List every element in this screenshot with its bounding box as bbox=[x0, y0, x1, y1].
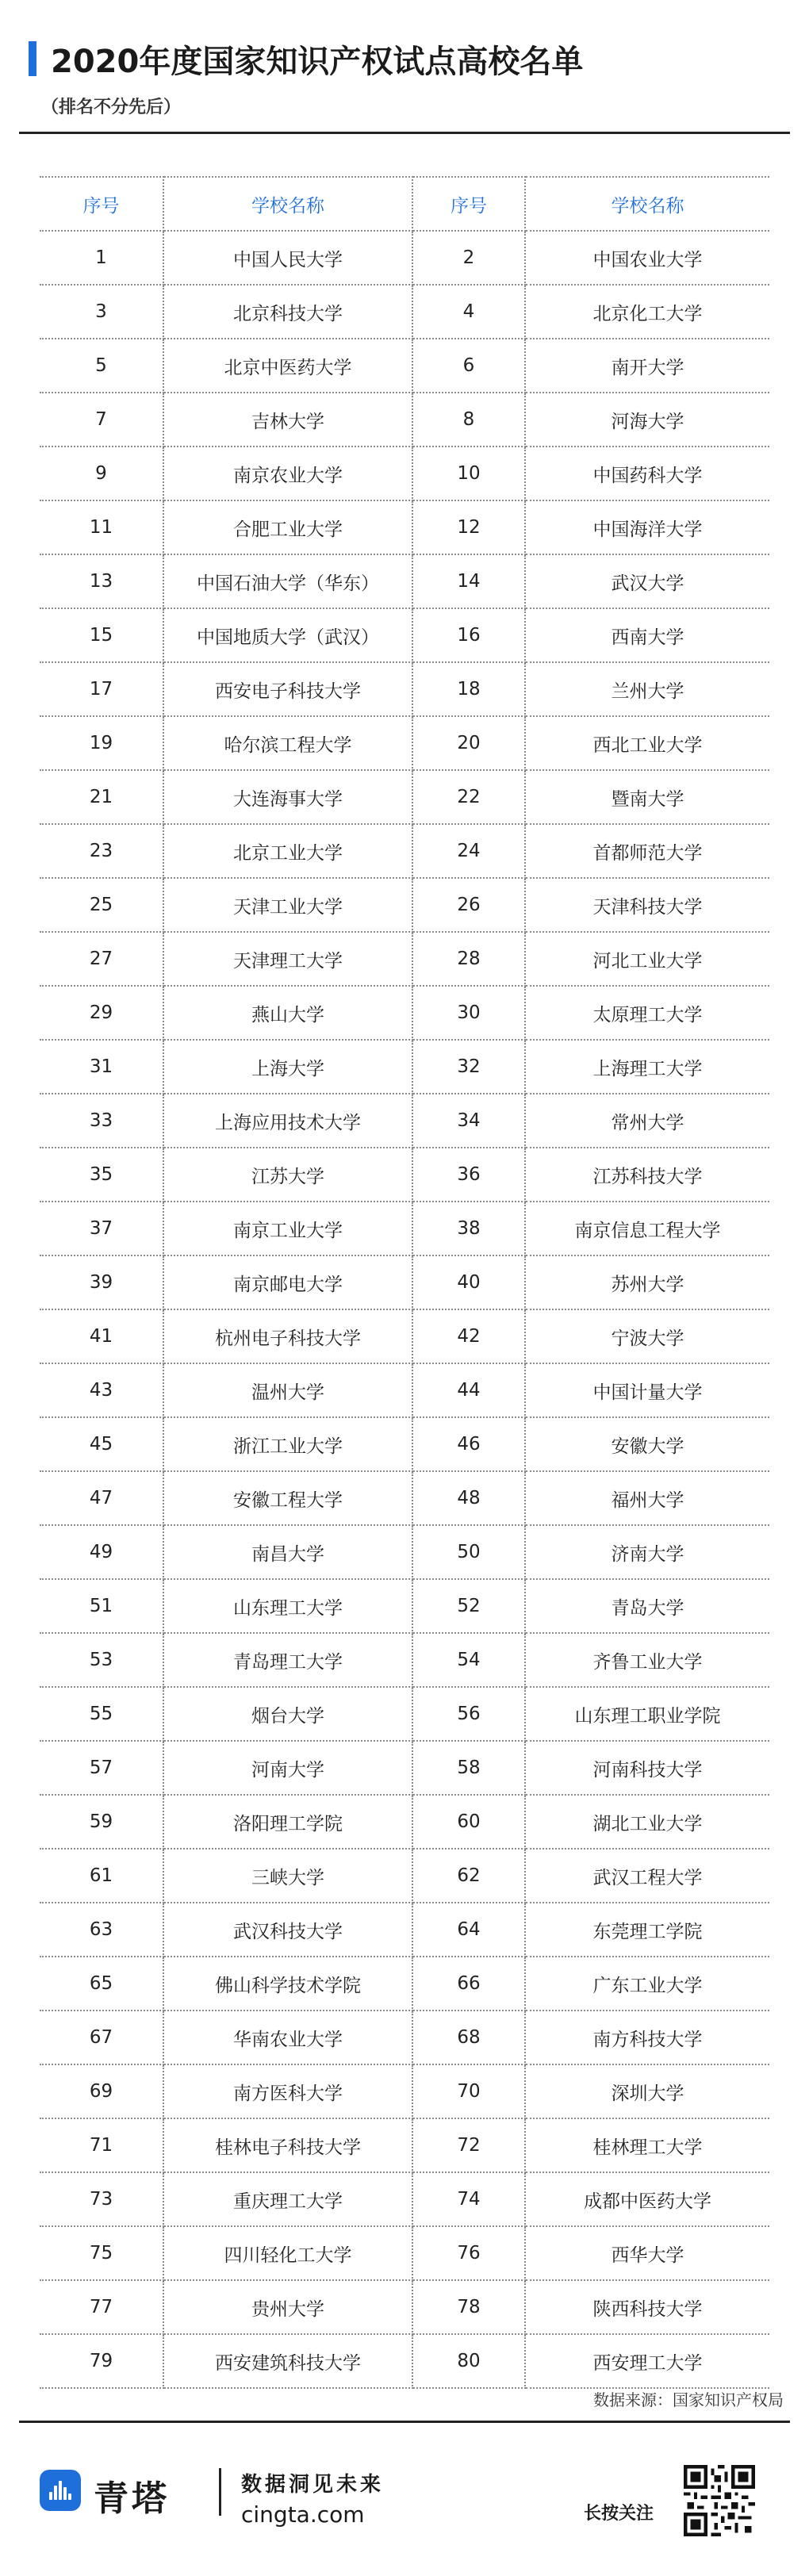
row-index-left: 73 bbox=[40, 2172, 163, 2226]
row-school-name-right: 河海大学 bbox=[525, 393, 769, 447]
row-index-right: 18 bbox=[412, 662, 525, 716]
row-school-name-right: 西安理工大学 bbox=[525, 2334, 769, 2388]
table-row bbox=[40, 1849, 769, 1903]
row-school-name-left: 贵州大学 bbox=[163, 2280, 412, 2334]
school-list-table-wrap bbox=[40, 176, 769, 2389]
row-index-right: 48 bbox=[412, 1471, 525, 1525]
row-school-name-left: 三峡大学 bbox=[163, 1849, 412, 1903]
footer-divider bbox=[19, 2421, 790, 2423]
row-school-name-right: 天津科技大学 bbox=[525, 878, 769, 932]
row-school-name-right: 济南大学 bbox=[525, 1525, 769, 1579]
row-school-name-left: 浙江工业大学 bbox=[163, 1417, 412, 1471]
row-index-right: 44 bbox=[412, 1363, 525, 1417]
table-row bbox=[40, 500, 769, 554]
row-index-left: 15 bbox=[40, 608, 163, 662]
row-school-name-left: 洛阳理工学院 bbox=[163, 1795, 412, 1849]
table-row bbox=[40, 2064, 769, 2118]
table-row bbox=[40, 1309, 769, 1363]
row-school-name-right: 兰州大学 bbox=[525, 662, 769, 716]
header-school-name-right: 学校名称 bbox=[525, 177, 769, 231]
row-index-right: 8 bbox=[412, 393, 525, 447]
row-school-name-left: 杭州电子科技大学 bbox=[163, 1309, 412, 1363]
row-index-left: 11 bbox=[40, 500, 163, 554]
row-school-name-left: 天津工业大学 bbox=[163, 878, 412, 932]
row-school-name-left: 四川轻化工大学 bbox=[163, 2226, 412, 2280]
brand-name: 青塔 bbox=[94, 2478, 170, 2519]
row-school-name-left: 佛山科学技术学院 bbox=[163, 1957, 412, 2011]
table-row bbox=[40, 1471, 769, 1525]
row-index-right: 76 bbox=[412, 2226, 525, 2280]
row-school-name-left: 青岛理工大学 bbox=[163, 1633, 412, 1687]
row-index-left: 13 bbox=[40, 554, 163, 608]
row-index-left: 43 bbox=[40, 1363, 163, 1417]
row-index-right: 30 bbox=[412, 986, 525, 1040]
row-school-name-right: 武汉大学 bbox=[525, 554, 769, 608]
row-school-name-left: 烟台大学 bbox=[163, 1687, 412, 1741]
row-school-name-right: 中国海洋大学 bbox=[525, 500, 769, 554]
table-header-row bbox=[40, 177, 769, 231]
row-index-right: 34 bbox=[412, 1094, 525, 1148]
table-row bbox=[40, 285, 769, 339]
row-school-name-right: 安徽大学 bbox=[525, 1417, 769, 1471]
row-school-name-right: 宁波大学 bbox=[525, 1309, 769, 1363]
row-school-name-right: 南京信息工程大学 bbox=[525, 1202, 769, 1255]
row-index-left: 53 bbox=[40, 1633, 163, 1687]
row-school-name-right: 陕西科技大学 bbox=[525, 2280, 769, 2334]
row-school-name-right: 深圳大学 bbox=[525, 2064, 769, 2118]
row-school-name-right: 西南大学 bbox=[525, 608, 769, 662]
row-index-left: 29 bbox=[40, 986, 163, 1040]
row-school-name-right: 南方科技大学 bbox=[525, 2011, 769, 2064]
row-school-name-left: 上海大学 bbox=[163, 1040, 412, 1094]
row-school-name-right: 南开大学 bbox=[525, 339, 769, 393]
row-index-left: 51 bbox=[40, 1579, 163, 1633]
school-list-table bbox=[40, 176, 769, 2389]
table-row bbox=[40, 1903, 769, 1957]
row-index-left: 17 bbox=[40, 662, 163, 716]
row-index-left: 59 bbox=[40, 1795, 163, 1849]
table-row bbox=[40, 878, 769, 932]
row-school-name-right: 太原理工大学 bbox=[525, 986, 769, 1040]
table-row bbox=[40, 339, 769, 393]
row-index-left: 27 bbox=[40, 932, 163, 986]
row-school-name-right: 武汉工程大学 bbox=[525, 1849, 769, 1903]
page-header bbox=[0, 0, 809, 143]
row-index-left: 75 bbox=[40, 2226, 163, 2280]
row-index-right: 10 bbox=[412, 447, 525, 500]
row-index-right: 2 bbox=[412, 231, 525, 285]
row-school-name-left: 西安建筑科技大学 bbox=[163, 2334, 412, 2388]
row-index-left: 47 bbox=[40, 1471, 163, 1525]
row-index-left: 35 bbox=[40, 1148, 163, 1202]
row-index-left: 3 bbox=[40, 285, 163, 339]
row-index-left: 39 bbox=[40, 1255, 163, 1309]
brand-divider bbox=[219, 2468, 221, 2516]
row-school-name-right: 西北工业大学 bbox=[525, 716, 769, 770]
row-school-name-left: 南昌大学 bbox=[163, 1525, 412, 1579]
table-row bbox=[40, 1633, 769, 1687]
row-school-name-left: 江苏大学 bbox=[163, 1148, 412, 1202]
row-school-name-left: 北京中医药大学 bbox=[163, 339, 412, 393]
row-school-name-left: 华南农业大学 bbox=[163, 2011, 412, 2064]
table-row bbox=[40, 231, 769, 285]
row-school-name-right: 湖北工业大学 bbox=[525, 1795, 769, 1849]
row-index-right: 58 bbox=[412, 1741, 525, 1795]
table-row bbox=[40, 2172, 769, 2226]
row-index-left: 9 bbox=[40, 447, 163, 500]
table-row bbox=[40, 447, 769, 500]
row-index-left: 55 bbox=[40, 1687, 163, 1741]
row-index-left: 41 bbox=[40, 1309, 163, 1363]
row-school-name-left: 南京邮电大学 bbox=[163, 1255, 412, 1309]
row-school-name-left: 中国人民大学 bbox=[163, 231, 412, 285]
row-school-name-left: 燕山大学 bbox=[163, 986, 412, 1040]
row-index-right: 72 bbox=[412, 2118, 525, 2172]
row-school-name-right: 西华大学 bbox=[525, 2226, 769, 2280]
qr-code-icon[interactable] bbox=[684, 2465, 755, 2536]
table-row bbox=[40, 1417, 769, 1471]
row-index-right: 60 bbox=[412, 1795, 525, 1849]
row-index-right: 74 bbox=[412, 2172, 525, 2226]
brand-slogan: 数据洞见未来 bbox=[241, 2473, 385, 2497]
row-school-name-right: 北京化工大学 bbox=[525, 285, 769, 339]
row-school-name-left: 重庆理工大学 bbox=[163, 2172, 412, 2226]
header-divider bbox=[19, 132, 790, 134]
row-index-left: 79 bbox=[40, 2334, 163, 2388]
row-index-right: 40 bbox=[412, 1255, 525, 1309]
row-index-right: 52 bbox=[412, 1579, 525, 1633]
row-school-name-right: 江苏科技大学 bbox=[525, 1148, 769, 1202]
row-index-left: 63 bbox=[40, 1903, 163, 1957]
table-row bbox=[40, 2334, 769, 2388]
row-school-name-right: 暨南大学 bbox=[525, 770, 769, 824]
row-index-right: 16 bbox=[412, 608, 525, 662]
row-school-name-left: 南京农业大学 bbox=[163, 447, 412, 500]
row-index-left: 37 bbox=[40, 1202, 163, 1255]
row-school-name-right: 桂林理工大学 bbox=[525, 2118, 769, 2172]
row-index-right: 26 bbox=[412, 878, 525, 932]
row-index-left: 61 bbox=[40, 1849, 163, 1903]
table-row bbox=[40, 1525, 769, 1579]
row-school-name-left: 河南大学 bbox=[163, 1741, 412, 1795]
table-row bbox=[40, 716, 769, 770]
table-row bbox=[40, 824, 769, 878]
row-index-left: 45 bbox=[40, 1417, 163, 1471]
row-school-name-left: 上海应用技术大学 bbox=[163, 1094, 412, 1148]
row-school-name-left: 合肥工业大学 bbox=[163, 500, 412, 554]
row-school-name-left: 哈尔滨工程大学 bbox=[163, 716, 412, 770]
row-index-left: 23 bbox=[40, 824, 163, 878]
row-school-name-left: 桂林电子科技大学 bbox=[163, 2118, 412, 2172]
table-row bbox=[40, 770, 769, 824]
table-row bbox=[40, 1202, 769, 1255]
row-school-name-right: 中国计量大学 bbox=[525, 1363, 769, 1417]
row-index-right: 62 bbox=[412, 1849, 525, 1903]
table-row bbox=[40, 393, 769, 447]
row-index-left: 1 bbox=[40, 231, 163, 285]
row-index-right: 20 bbox=[412, 716, 525, 770]
row-school-name-right: 齐鲁工业大学 bbox=[525, 1633, 769, 1687]
data-source-note: 数据来源：国家知识产权局 bbox=[593, 2390, 784, 2409]
row-index-right: 78 bbox=[412, 2280, 525, 2334]
row-school-name-right: 广东工业大学 bbox=[525, 1957, 769, 2011]
cingta-logo-icon bbox=[40, 2470, 81, 2511]
table-row bbox=[40, 2226, 769, 2280]
header-index-right: 序号 bbox=[412, 177, 525, 231]
row-index-right: 36 bbox=[412, 1148, 525, 1202]
page-title: 2020年度国家知识产权试点高校名单 bbox=[51, 44, 584, 80]
row-school-name-left: 安徽工程大学 bbox=[163, 1471, 412, 1525]
table-row bbox=[40, 662, 769, 716]
row-index-left: 21 bbox=[40, 770, 163, 824]
row-index-right: 54 bbox=[412, 1633, 525, 1687]
row-school-name-right: 福州大学 bbox=[525, 1471, 769, 1525]
row-school-name-right: 中国农业大学 bbox=[525, 231, 769, 285]
row-index-right: 38 bbox=[412, 1202, 525, 1255]
row-index-right: 32 bbox=[412, 1040, 525, 1094]
row-index-right: 68 bbox=[412, 2011, 525, 2064]
row-index-right: 66 bbox=[412, 1957, 525, 2011]
row-index-left: 5 bbox=[40, 339, 163, 393]
row-index-left: 49 bbox=[40, 1525, 163, 1579]
row-school-name-left: 南方医科大学 bbox=[163, 2064, 412, 2118]
row-index-left: 25 bbox=[40, 878, 163, 932]
table-row bbox=[40, 554, 769, 608]
row-school-name-left: 大连海事大学 bbox=[163, 770, 412, 824]
row-index-left: 65 bbox=[40, 1957, 163, 2011]
table-row bbox=[40, 986, 769, 1040]
row-school-name-right: 河南科技大学 bbox=[525, 1741, 769, 1795]
row-school-name-right: 河北工业大学 bbox=[525, 932, 769, 986]
row-index-right: 42 bbox=[412, 1309, 525, 1363]
row-school-name-left: 武汉科技大学 bbox=[163, 1903, 412, 1957]
table-row bbox=[40, 1579, 769, 1633]
row-school-name-right: 山东理工职业学院 bbox=[525, 1687, 769, 1741]
row-index-left: 7 bbox=[40, 393, 163, 447]
row-index-left: 67 bbox=[40, 2011, 163, 2064]
row-index-right: 22 bbox=[412, 770, 525, 824]
row-index-left: 69 bbox=[40, 2064, 163, 2118]
row-school-name-left: 北京科技大学 bbox=[163, 285, 412, 339]
row-index-right: 14 bbox=[412, 554, 525, 608]
table-row bbox=[40, 2280, 769, 2334]
table-row bbox=[40, 1957, 769, 2011]
table-row bbox=[40, 1363, 769, 1417]
row-school-name-left: 天津理工大学 bbox=[163, 932, 412, 986]
row-index-right: 50 bbox=[412, 1525, 525, 1579]
row-school-name-left: 温州大学 bbox=[163, 1363, 412, 1417]
row-school-name-right: 上海理工大学 bbox=[525, 1040, 769, 1094]
page-footer bbox=[0, 2424, 809, 2576]
table-row bbox=[40, 1795, 769, 1849]
row-school-name-right: 东莞理工学院 bbox=[525, 1903, 769, 1957]
row-index-left: 33 bbox=[40, 1094, 163, 1148]
row-school-name-right: 中国药科大学 bbox=[525, 447, 769, 500]
row-index-left: 19 bbox=[40, 716, 163, 770]
row-index-right: 70 bbox=[412, 2064, 525, 2118]
header-index-left: 序号 bbox=[40, 177, 163, 231]
row-school-name-left: 中国地质大学（武汉） bbox=[163, 608, 412, 662]
row-index-right: 12 bbox=[412, 500, 525, 554]
table-row bbox=[40, 608, 769, 662]
row-school-name-right: 青岛大学 bbox=[525, 1579, 769, 1633]
row-index-right: 56 bbox=[412, 1687, 525, 1741]
title-accent-bar bbox=[29, 41, 36, 76]
table-row bbox=[40, 2118, 769, 2172]
row-index-left: 77 bbox=[40, 2280, 163, 2334]
row-school-name-right: 成都中医药大学 bbox=[525, 2172, 769, 2226]
row-school-name-left: 中国石油大学（华东） bbox=[163, 554, 412, 608]
header-school-name-left: 学校名称 bbox=[163, 177, 412, 231]
row-school-name-left: 山东理工大学 bbox=[163, 1579, 412, 1633]
row-index-right: 46 bbox=[412, 1417, 525, 1471]
table-row bbox=[40, 1094, 769, 1148]
page-subtitle: （排名不分先后） bbox=[41, 98, 182, 117]
row-school-name-left: 吉林大学 bbox=[163, 393, 412, 447]
table-row bbox=[40, 1040, 769, 1094]
row-index-right: 80 bbox=[412, 2334, 525, 2388]
row-index-left: 71 bbox=[40, 2118, 163, 2172]
brand-website: cingta.com bbox=[241, 2501, 365, 2528]
row-index-right: 6 bbox=[412, 339, 525, 393]
row-school-name-left: 北京工业大学 bbox=[163, 824, 412, 878]
table-row bbox=[40, 1741, 769, 1795]
row-index-left: 31 bbox=[40, 1040, 163, 1094]
table-row bbox=[40, 2011, 769, 2064]
row-school-name-right: 首都师范大学 bbox=[525, 824, 769, 878]
row-index-right: 64 bbox=[412, 1903, 525, 1957]
table-row bbox=[40, 1255, 769, 1309]
row-school-name-right: 苏州大学 bbox=[525, 1255, 769, 1309]
table-row bbox=[40, 932, 769, 986]
row-school-name-right: 常州大学 bbox=[525, 1094, 769, 1148]
row-index-right: 4 bbox=[412, 285, 525, 339]
row-index-right: 28 bbox=[412, 932, 525, 986]
table-row bbox=[40, 1148, 769, 1202]
table-row bbox=[40, 1687, 769, 1741]
row-index-left: 57 bbox=[40, 1741, 163, 1795]
row-school-name-left: 西安电子科技大学 bbox=[163, 662, 412, 716]
follow-prompt: 长按关注 bbox=[584, 2504, 654, 2524]
row-school-name-left: 南京工业大学 bbox=[163, 1202, 412, 1255]
row-index-right: 24 bbox=[412, 824, 525, 878]
